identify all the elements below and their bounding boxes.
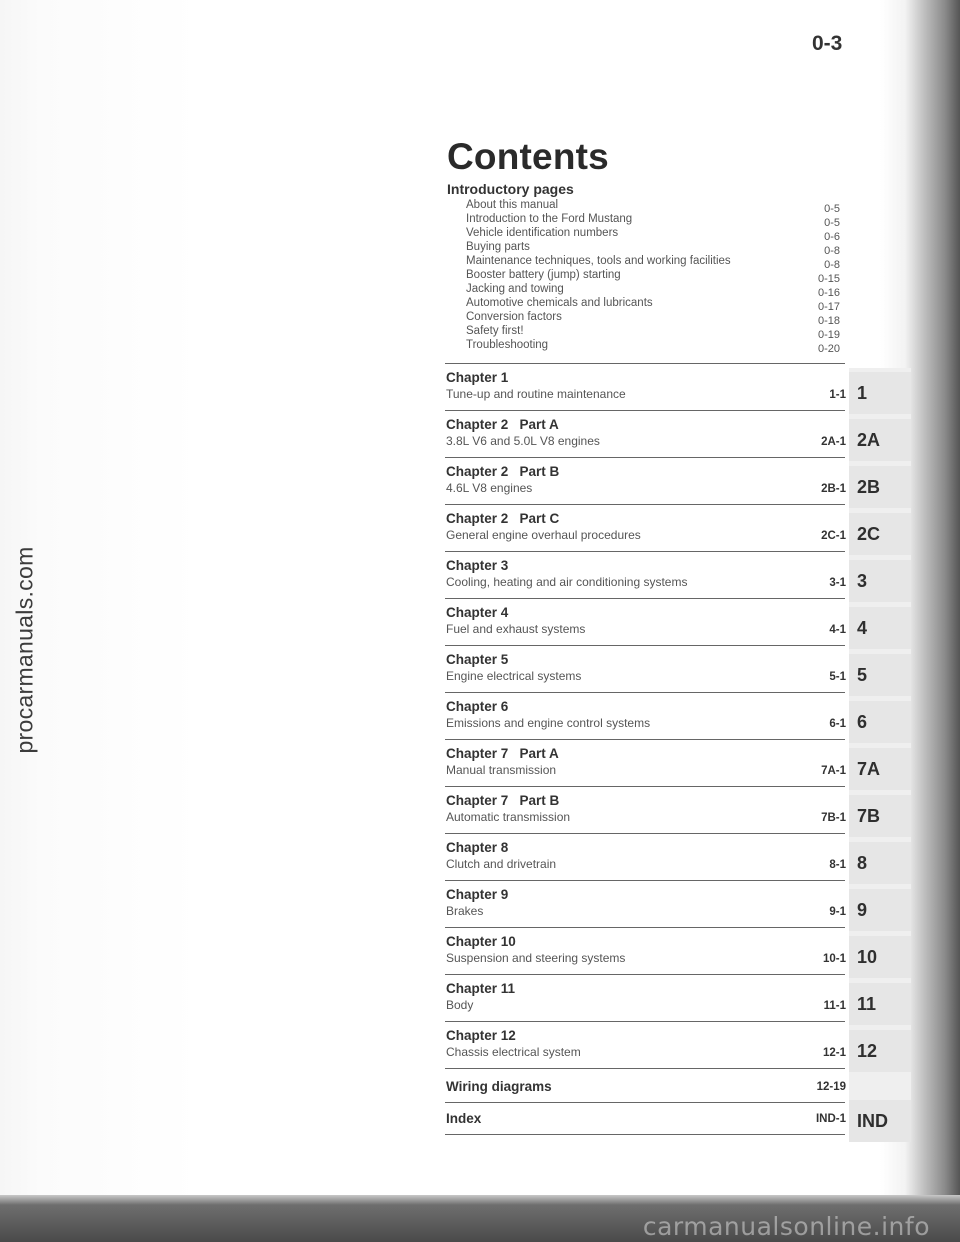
intro-item[interactable] xyxy=(466,338,846,355)
section-divider xyxy=(445,786,845,787)
chapter-entry[interactable] xyxy=(446,1105,846,1143)
section-divider xyxy=(445,410,845,411)
chapter-entry[interactable] xyxy=(446,887,846,925)
thumb-tab[interactable]: 1 xyxy=(849,372,911,414)
chapter-subtitle: Tune-up and routine maintenance xyxy=(446,387,626,401)
section-divider xyxy=(445,551,845,552)
intro-item-label: Conversion factors xyxy=(466,311,562,323)
chapter-page: 5-1 xyxy=(829,671,846,683)
intro-item-page: 0-16 xyxy=(817,287,840,299)
section-divider xyxy=(445,504,845,505)
chapter-subtitle: Cooling, heating and air conditioning systems xyxy=(446,575,688,589)
thumb-tab[interactable]: 2C xyxy=(849,513,911,555)
chapter-page: IND-1 xyxy=(815,1113,846,1125)
side-watermark-text: procarmanuals.com xyxy=(11,546,38,754)
intro-item-label: Introduction to the Ford Mustang xyxy=(466,213,633,225)
thumb-tab[interactable]: 2A xyxy=(849,419,911,461)
chapter-subtitle: General engine overhaul procedures xyxy=(446,528,641,542)
chapter-entry[interactable] xyxy=(446,840,846,878)
chapter-title: Chapter 9 xyxy=(446,887,509,902)
section-divider xyxy=(445,363,845,364)
intro-item-label: About this manual xyxy=(466,199,559,211)
chapter-title: Wiring diagrams xyxy=(446,1079,552,1094)
intro-item-label: Safety first! xyxy=(466,325,524,337)
intro-item[interactable] xyxy=(466,212,846,229)
chapter-subtitle: Clutch and drivetrain xyxy=(446,857,557,871)
chapter-entry[interactable] xyxy=(446,981,846,1019)
thumb-tab[interactable]: 6 xyxy=(849,701,911,743)
chapter-title: Chapter 7 Part A xyxy=(446,746,559,761)
section-divider xyxy=(445,1021,845,1022)
thumb-tab[interactable]: 2B xyxy=(849,466,911,508)
chapter-page: 12-19 xyxy=(816,1081,846,1093)
bottom-watermark: carmanualsonline.info xyxy=(642,1212,930,1241)
intro-item[interactable] xyxy=(466,226,846,243)
chapter-title: Chapter 4 xyxy=(446,605,509,620)
chapter-title: Chapter 12 xyxy=(446,1028,516,1043)
chapter-subtitle: Manual transmission xyxy=(446,763,557,777)
chapter-entry[interactable] xyxy=(446,370,846,408)
intro-item-label: Maintenance techniques, tools and working facilities xyxy=(466,255,731,267)
chapter-entry[interactable] xyxy=(446,1028,846,1066)
intro-list xyxy=(466,198,846,355)
chapter-title: Chapter 2 Part B xyxy=(446,464,560,479)
chapter-page: 1-1 xyxy=(829,389,846,401)
section-divider xyxy=(445,1102,845,1103)
chapter-title: Chapter 10 xyxy=(446,934,516,949)
section-divider xyxy=(445,974,845,975)
intro-item[interactable] xyxy=(466,296,846,313)
chapter-entry[interactable] xyxy=(446,699,846,737)
chapter-subtitle: Chassis electrical system xyxy=(446,1045,581,1059)
side-watermark xyxy=(5,520,45,780)
section-divider xyxy=(445,739,845,740)
chapter-subtitle: 4.6L V8 engines xyxy=(446,481,533,495)
chapter-subtitle: Emissions and engine control systems xyxy=(446,716,651,730)
chapter-page: 3-1 xyxy=(829,577,846,589)
intro-item-page: 0-5 xyxy=(824,217,840,229)
intro-item-page: 0-15 xyxy=(817,273,840,285)
chapter-subtitle: Brakes xyxy=(446,904,484,918)
section-divider xyxy=(445,1068,845,1069)
intro-item-page: 0-20 xyxy=(817,343,840,355)
thumb-tab[interactable]: 8 xyxy=(849,842,911,884)
thumb-tab[interactable]: IND xyxy=(849,1100,911,1142)
thumb-tab[interactable]: 11 xyxy=(849,983,911,1025)
chapter-subtitle: Engine electrical systems xyxy=(446,669,582,683)
chapter-entry[interactable] xyxy=(446,934,846,972)
section-divider xyxy=(445,598,845,599)
chapter-subtitle: Automatic transmission xyxy=(446,810,571,824)
chapter-page: 6-1 xyxy=(829,718,846,730)
thumb-tab[interactable]: 7A xyxy=(849,748,911,790)
thumb-tab[interactable]: 12 xyxy=(849,1030,911,1072)
intro-item-page: 0-18 xyxy=(817,315,840,327)
section-divider xyxy=(445,1134,845,1135)
chapter-page: 7A-1 xyxy=(821,765,846,777)
chapter-page: 11-1 xyxy=(823,1000,846,1012)
section-divider xyxy=(445,457,845,458)
chapter-title: Chapter 5 xyxy=(446,652,509,667)
chapter-entry[interactable] xyxy=(446,746,846,784)
intro-item-page: 0-17 xyxy=(817,301,840,313)
intro-item[interactable] xyxy=(466,240,846,257)
intro-item[interactable] xyxy=(466,310,846,327)
chapter-entry[interactable] xyxy=(446,464,846,502)
intro-item-label: Automotive chemicals and lubricants xyxy=(466,297,653,309)
intro-item-label: Troubleshooting xyxy=(466,339,549,351)
chapter-entry[interactable] xyxy=(446,652,846,690)
intro-item-label: Buying parts xyxy=(466,241,530,253)
chapter-subtitle: Suspension and steering systems xyxy=(446,951,626,965)
chapter-title: Chapter 1 xyxy=(446,370,509,385)
page-title: Contents xyxy=(447,136,609,177)
chapter-page: 7B-1 xyxy=(821,812,846,824)
chapter-title: Chapter 8 xyxy=(446,840,509,855)
chapter-page: 12-1 xyxy=(822,1047,846,1059)
intro-heading: Introductory pages xyxy=(447,181,574,197)
chapter-page: 2B-1 xyxy=(821,483,846,495)
intro-item[interactable] xyxy=(466,198,846,215)
chapter-title: Chapter 3 xyxy=(446,558,509,573)
chapter-title: Chapter 7 Part B xyxy=(446,793,560,808)
thumb-tab[interactable]: 10 xyxy=(849,936,911,978)
chapter-page: 9-1 xyxy=(829,906,846,918)
chapter-page: 2A-1 xyxy=(821,436,846,448)
chapter-title: Chapter 2 Part C xyxy=(446,511,560,526)
chapter-entry[interactable] xyxy=(446,558,846,596)
intro-item[interactable] xyxy=(466,324,846,341)
intro-item[interactable] xyxy=(466,268,846,285)
chapter-title: Chapter 11 xyxy=(446,981,516,996)
intro-item-page: 0-8 xyxy=(824,259,840,271)
chapter-subtitle: 3.8L V6 and 5.0L V8 engines xyxy=(446,434,600,448)
thumb-tab[interactable]: 5 xyxy=(849,654,911,696)
chapter-page: 2C-1 xyxy=(821,530,846,542)
chapter-title: Chapter 6 xyxy=(446,699,509,714)
intro-item-page: 0-8 xyxy=(824,245,840,257)
intro-item-page: 0-6 xyxy=(824,231,840,243)
section-divider xyxy=(445,833,845,834)
thumb-tab[interactable]: 4 xyxy=(849,607,911,649)
chapter-entry[interactable] xyxy=(446,511,846,549)
chapter-page: 4-1 xyxy=(829,624,846,636)
chapter-entry[interactable] xyxy=(446,793,846,831)
section-divider xyxy=(445,880,845,881)
chapter-entry[interactable] xyxy=(446,417,846,455)
chapter-subtitle: Body xyxy=(446,998,474,1012)
page-number: 0-3 xyxy=(812,32,843,55)
intro-item-page: 0-19 xyxy=(817,329,840,341)
chapter-title: Index xyxy=(446,1111,482,1126)
section-divider xyxy=(445,927,845,928)
section-divider xyxy=(445,645,845,646)
intro-item-page: 0-5 xyxy=(824,203,840,215)
intro-item-label: Vehicle identification numbers xyxy=(466,227,619,239)
chapter-page: 8-1 xyxy=(829,859,846,871)
chapter-title: Chapter 2 Part A xyxy=(446,417,559,432)
thumb-tab[interactable]: 3 xyxy=(849,560,911,602)
thumb-tab[interactable]: 7B xyxy=(849,795,911,837)
intro-item-label: Booster battery (jump) starting xyxy=(466,269,621,281)
intro-item[interactable] xyxy=(466,282,846,299)
intro-item[interactable] xyxy=(466,254,846,271)
chapter-subtitle: Fuel and exhaust systems xyxy=(446,622,586,636)
thumb-tab[interactable]: 9 xyxy=(849,889,911,931)
chapter-page: 10-1 xyxy=(822,953,846,965)
section-divider xyxy=(445,692,845,693)
chapter-entry[interactable] xyxy=(446,605,846,643)
intro-item-label: Jacking and towing xyxy=(466,283,564,295)
